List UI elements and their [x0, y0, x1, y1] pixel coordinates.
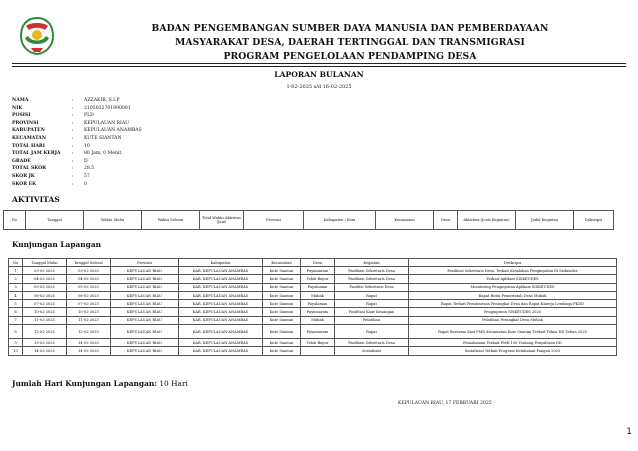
table-cell: Fasilitasi Sekretaris Desa	[335, 267, 409, 275]
table-row	[9, 308, 617, 316]
table-cell: 11-02-2025	[23, 316, 67, 324]
aktivitas-column-header: Provinsi	[244, 211, 304, 230]
table-cell: 10-02-2025	[23, 308, 67, 316]
ministry-emblem-logo	[18, 16, 56, 56]
identity-label: TOTAL JAM KERJA	[12, 151, 61, 157]
kunjungan-table	[8, 258, 617, 356]
table-cell: KAB. KEPULAUAN ANAMBAS	[179, 275, 263, 283]
table-row	[9, 339, 617, 347]
header-line-1: BADAN PENGEMBANGAN SUMBER DAYA MANUSIA DAN PEMBERDAYAAN	[151, 23, 549, 34]
identity-label: TOTAL HARI	[12, 143, 45, 149]
aktivitas-column-header: Deksripsi	[574, 211, 614, 230]
table-cell: Kute Siantan	[263, 275, 301, 283]
table-cell: Sosialisasi Terkait Program Ketahanan Pangan 2025	[409, 347, 617, 355]
identity-label: SKOR JK	[12, 173, 35, 179]
kunjungan-column-header: Deskripsi	[409, 259, 617, 267]
header-divider-thin	[12, 66, 626, 67]
table-cell: 2	[9, 275, 23, 283]
identity-label: NAMA	[12, 98, 29, 103]
table-cell: KAB. KEPULAUAN ANAMBAS	[179, 300, 263, 308]
table-cell: KAB. KEPULAUAN ANAMBAS	[179, 316, 263, 324]
table-cell: 14-02-2025	[23, 347, 67, 355]
table-cell: Mubak	[301, 291, 335, 299]
identity-colon: :	[72, 173, 74, 179]
table-cell: KEPULAUAN RIAU	[111, 300, 179, 308]
table-cell: KAB. KEPULAUAN ANAMBAS	[179, 339, 263, 347]
table-cell: 06-02-2025	[67, 291, 111, 299]
table-cell: Payalaman	[301, 283, 335, 291]
table-cell: 12-02-2025	[67, 325, 111, 339]
identity-row	[12, 158, 142, 166]
kunjungan-column-header: Kecamatan	[263, 259, 301, 267]
table-cell: Monitoring Penginputan Aplikasi SISKEUDES	[409, 283, 617, 291]
table-row	[9, 275, 617, 283]
table-row	[9, 325, 617, 339]
table-row	[9, 267, 617, 275]
aktivitas-column-header: Tanggal	[26, 211, 84, 230]
place-date: KEPULAUAN RIAU, 17 FEBRUARI 2025	[398, 401, 492, 406]
identity-value: 10	[84, 143, 90, 149]
kunjungan-column-header: Tanggal Mulai	[23, 259, 67, 267]
aktivitas-column-header: Total Waktu Aktivitas (Jam)	[200, 211, 244, 230]
table-cell: Rapat	[335, 300, 409, 308]
identity-colon: :	[72, 98, 74, 103]
identity-label: KABUPATEN	[12, 128, 45, 134]
identity-row	[12, 97, 142, 105]
table-row	[9, 316, 617, 324]
kunjungan-column-header: Desa	[301, 259, 335, 267]
table-cell: 6	[9, 308, 23, 316]
identity-label: TOTAL SKOR	[12, 166, 46, 172]
table-cell: Kute Siantan	[263, 339, 301, 347]
table-cell: 10	[9, 347, 23, 355]
identity-colon: :	[72, 166, 74, 172]
table-cell: Fasilitsi Sekretaris Desa	[335, 283, 409, 291]
table-cell: Pelatihan	[335, 316, 409, 324]
identity-row	[12, 150, 142, 158]
identity-row	[12, 143, 142, 151]
table-cell: 04-02-2025	[67, 275, 111, 283]
table-cell: Kute Siantan	[263, 267, 301, 275]
table-cell: 4	[9, 291, 23, 299]
table-cell: 10-02-2025	[67, 308, 111, 316]
kunjungan-column-header: Tanggal Selesai	[67, 259, 111, 267]
identity-value: 2105022701890001	[84, 105, 131, 111]
table-cell: 13-02-2025	[23, 339, 67, 347]
identity-value: 57	[84, 173, 90, 179]
aktivitas-table	[3, 210, 614, 230]
table-cell: 1	[9, 267, 23, 275]
identity-block	[12, 97, 142, 188]
table-cell: Rapat	[335, 291, 409, 299]
table-cell: KAB. KEPULAUAN ANAMBAS	[179, 308, 263, 316]
report-period: 1-02-2025 s/d 16-02-2025	[286, 84, 352, 90]
identity-value: 28.5	[84, 166, 95, 172]
table-cell: 07-02-2025	[23, 300, 67, 308]
table-cell: Rapat	[335, 325, 409, 339]
aktivitas-column-header: Waktu Mulai	[84, 211, 142, 230]
table-cell	[301, 347, 335, 355]
table-cell: Fasilitasi Kaur Keuangan	[335, 308, 409, 316]
table-cell: Rapat Rutin Pemerintah Desa Mubak	[409, 291, 617, 299]
table-cell: Kute Siantan	[263, 325, 301, 339]
table-cell: 05-02-2025	[23, 283, 67, 291]
identity-value: AZZAKIR. S.I.P	[84, 98, 120, 103]
aktivitas-column-header: Kabupaten / Kota	[304, 211, 376, 230]
table-cell: 06-02-2025	[23, 291, 67, 299]
table-cell: 03-02-2025	[23, 267, 67, 275]
header-divider-thick	[12, 63, 626, 64]
table-cell: 9	[9, 339, 23, 347]
table-row	[9, 347, 617, 355]
total-visit-days	[12, 379, 188, 388]
identity-colon: :	[72, 113, 74, 119]
aktivitas-column-header: Aktivitas (Jenis Kegiatan)	[458, 211, 516, 230]
identity-colon: :	[72, 120, 74, 126]
header-line-3: PROGRAM PENGELOLAAN PENDAMPING DESA	[223, 51, 477, 62]
table-cell: Kute Siantan	[263, 283, 301, 291]
table-cell: KEPULAUAN RIAU	[111, 291, 179, 299]
identity-row	[12, 105, 142, 113]
table-cell: KAB. KEPULAUAN ANAMBAS	[179, 267, 263, 275]
identity-value: 0	[84, 181, 87, 187]
table-cell: KEPULAUAN RIAU	[111, 267, 179, 275]
table-cell: 11-02-2025	[67, 316, 111, 324]
identity-label: PROVINSI	[12, 120, 39, 126]
table-cell: Payamaram	[301, 325, 335, 339]
table-cell: KAB. KEPULAUAN ANAMBAS	[179, 283, 263, 291]
table-cell: KAB. KEPULAUAN ANAMBAS	[179, 347, 263, 355]
table-cell: Kute Siantan	[263, 300, 301, 308]
identity-value: KEPULAUAN RIAU	[84, 120, 130, 126]
identity-label: SKOR EK	[12, 181, 37, 187]
header-line-2: MASYARAKAT DESA, DAERAH TERTINGGAL DAN TRANSMIGRASI	[175, 37, 525, 48]
table-cell: Kute Siantan	[263, 316, 301, 324]
identity-row	[12, 173, 142, 181]
table-row	[9, 283, 617, 291]
table-cell: KEPULAUAN RIAU	[111, 316, 179, 324]
table-cell: Rapat Bersama Kasi PMD Kecamatan Kute Siantan Terkait Tekan DD Tahun 2025	[409, 325, 617, 339]
table-cell: Telok Bayur	[301, 339, 335, 347]
table-cell: Fasilitasi Sekretaris Desa	[335, 339, 409, 347]
table-cell: 7	[9, 316, 23, 324]
identity-value: KEPULAUAN ANAMBAS	[84, 128, 142, 134]
aktivitas-column-header: Judul Kegiatan	[516, 211, 574, 230]
identity-colon: :	[72, 135, 74, 141]
identity-colon: :	[72, 143, 74, 149]
kunjungan-heading: Kunjungan Lapangan	[12, 240, 101, 249]
identity-label: GRADE	[12, 158, 31, 164]
identity-colon: :	[72, 151, 74, 157]
identity-row	[12, 127, 142, 135]
table-row	[9, 291, 617, 299]
aktivitas-heading: AKTIVITAS	[12, 195, 60, 204]
table-cell: KEPULAUAN RIAU	[111, 283, 179, 291]
table-cell: KEPULAUAN RIAU	[111, 275, 179, 283]
table-cell: Kute Siantan	[263, 308, 301, 316]
table-cell: 5	[9, 300, 23, 308]
table-cell: KAB. KEPULAUAN ANAMBAS	[179, 291, 263, 299]
identity-value: D	[84, 158, 88, 164]
table-cell: 05-02-2025	[67, 283, 111, 291]
table-cell: Mubak	[301, 316, 335, 324]
identity-value: 80 Jam, 0 Menit	[84, 151, 122, 157]
table-cell: Fasilitasi Sekretaris Desa, Terkait Kesalahan Penginputan Di Siskeudes	[409, 267, 617, 275]
identity-label: KECAMATAN	[12, 135, 47, 141]
table-cell: 07-02-2025	[67, 300, 111, 308]
table-cell: KEPULAUAN RIAU	[111, 308, 179, 316]
total-label: Jumlah Hari Kunjungan Lapangan:	[12, 379, 157, 388]
table-cell: 14-02-2025	[67, 339, 111, 347]
kunjungan-column-header: No	[9, 259, 23, 267]
table-cell: Pemahaman Terkait PMK 108 Tentang Penyaluran DD	[409, 339, 617, 347]
table-cell: Kute Siantan	[263, 291, 301, 299]
table-cell: KEPULAUAN RIAU	[111, 325, 179, 339]
table-cell: Telok Bayur	[301, 275, 335, 283]
page-number: 1	[626, 427, 632, 437]
identity-row	[12, 112, 142, 120]
table-cell: Pelatihan Perangkat Desa Mubak	[409, 316, 617, 324]
table-cell: Sosialisasi	[335, 347, 409, 355]
table-cell: Kute Siantan	[263, 347, 301, 355]
table-cell: 3	[9, 283, 23, 291]
identity-colon: :	[72, 181, 74, 187]
aktivitas-column-header: Waktu Selesai	[142, 211, 200, 230]
identity-label: NIK	[12, 105, 23, 111]
aktivitas-column-header: Kecamatan	[376, 211, 434, 230]
aktivitas-column-header: No	[4, 211, 26, 230]
identity-row	[12, 120, 142, 128]
report-title: LAPORAN BULANAN	[274, 70, 364, 79]
table-cell: 03-02-2025	[67, 267, 111, 275]
table-cell: 8	[9, 325, 23, 339]
table-cell: Fasilitasi Sekretaris Desa	[335, 275, 409, 283]
table-cell: KEPULAUAN RIAU	[111, 347, 179, 355]
identity-colon: :	[72, 128, 74, 134]
identity-value: PLD	[84, 113, 94, 119]
identity-row	[12, 165, 142, 173]
kunjungan-column-header: Provinsi	[111, 259, 179, 267]
kunjungan-column-header: Kegiatan	[335, 259, 409, 267]
table-cell: 12-02-2025	[23, 325, 67, 339]
table-cell: Payamaram	[301, 308, 335, 316]
table-cell: 04-02-2025	[23, 275, 67, 283]
identity-label: POSISI	[12, 113, 31, 119]
identity-row	[12, 135, 142, 143]
kunjungan-column-header: Kabupaten	[179, 259, 263, 267]
table-cell: Payalaman	[301, 300, 335, 308]
table-row	[9, 300, 617, 308]
identity-row	[12, 181, 142, 189]
identity-value: KUTE SIANTAN	[84, 135, 122, 141]
aktivitas-column-header: Desa	[434, 211, 458, 230]
table-cell: Rapat Terkait Pemutarisan Perangkat Desa dan Rapat Kinerja Lembaga PKDD	[409, 300, 617, 308]
table-cell: Penginputan SISKEUDES 2025	[409, 308, 617, 316]
total-value: 10 Hari	[159, 379, 188, 388]
identity-colon: :	[72, 105, 74, 111]
identity-colon: :	[72, 158, 74, 164]
table-cell: Payamaram	[301, 267, 335, 275]
table-cell: KAB. KEPULAUAN ANAMBAS	[179, 325, 263, 339]
table-cell: Terkait Aplikasi SISKEUDES	[409, 275, 617, 283]
table-cell: KEPULAUAN RIAU	[111, 339, 179, 347]
table-cell: 14-02-2025	[67, 347, 111, 355]
